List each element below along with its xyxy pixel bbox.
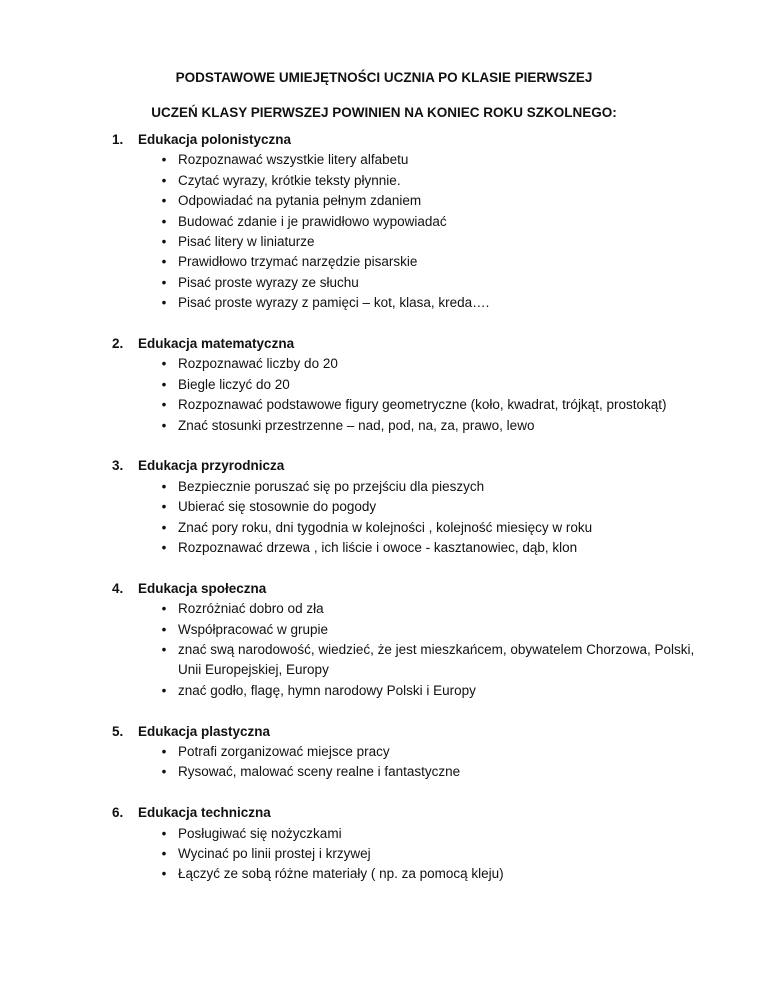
list-item-text: Współpracować w grupie bbox=[178, 621, 329, 637]
list-item bbox=[112, 395, 712, 415]
section-number: 6. bbox=[112, 805, 124, 821]
sections-list bbox=[112, 130, 712, 905]
section bbox=[112, 722, 712, 783]
bullet-icon: • bbox=[161, 356, 167, 372]
section-heading-label: Edukacja plastyczna bbox=[138, 723, 271, 739]
list-item-text: Potrafi zorganizować miejsce pracy bbox=[178, 744, 390, 760]
list-item-text: Pisać proste wyrazy z pamięci – kot, klasa, kreda…. bbox=[178, 295, 490, 311]
list-item-text: Rozpoznawać wszystkie litery alfabetu bbox=[178, 152, 409, 168]
bullet-icon: • bbox=[161, 234, 167, 250]
list-item bbox=[112, 599, 712, 619]
bullet-list bbox=[112, 742, 712, 783]
list-item bbox=[112, 844, 712, 864]
section-heading bbox=[112, 803, 712, 823]
list-item-text: Ubierać się stosownie do pogody bbox=[178, 499, 377, 515]
section-heading-label: Edukacja społeczna bbox=[138, 580, 267, 596]
list-item bbox=[112, 212, 712, 232]
bullet-list bbox=[112, 824, 712, 885]
bullet-icon: • bbox=[161, 764, 167, 780]
bullet-icon: • bbox=[161, 254, 167, 270]
list-item-text: Posługiwać się nożyczkami bbox=[178, 825, 342, 841]
list-item bbox=[112, 354, 712, 374]
bullet-icon: • bbox=[161, 172, 167, 188]
bullet-icon: • bbox=[161, 866, 167, 882]
bullet-list bbox=[112, 477, 712, 559]
section-heading bbox=[112, 334, 712, 354]
section-number: 5. bbox=[112, 723, 124, 739]
bullet-icon: • bbox=[161, 621, 167, 637]
bullet-icon: • bbox=[161, 601, 167, 617]
list-item-text: znać swą narodowość, wiedzieć, że jest mieszkańcem, obywatelem Chorzowa, Polski, Unii Europejskiej, Europy bbox=[178, 642, 695, 678]
bullet-icon: • bbox=[161, 417, 167, 433]
list-item bbox=[112, 477, 712, 497]
list-item bbox=[112, 762, 712, 782]
list-item-text: Odpowiadać na pytania pełnym zdaniem bbox=[178, 193, 422, 209]
list-item-text: Bezpiecznie poruszać się po przejściu dla pieszych bbox=[178, 478, 485, 494]
bullet-icon: • bbox=[161, 193, 167, 209]
bullet-icon: • bbox=[161, 295, 167, 311]
bullet-icon: • bbox=[161, 540, 167, 556]
list-item bbox=[112, 273, 712, 293]
bullet-icon: • bbox=[161, 274, 167, 290]
list-item-text: Czytać wyrazy, krótkie teksty płynnie. bbox=[178, 172, 401, 188]
document-subtitle: UCZEŃ KLASY PIERWSZEJ POWINIEN NA KONIEC ROKU SZKOLNEGO: bbox=[151, 105, 617, 120]
bullet-icon: • bbox=[161, 682, 167, 698]
list-item-text: Rozpoznawać liczby do 20 bbox=[178, 356, 338, 372]
list-item bbox=[112, 375, 712, 395]
list-item bbox=[112, 864, 712, 884]
list-item bbox=[112, 518, 712, 538]
list-item bbox=[112, 681, 712, 701]
bullet-icon: • bbox=[161, 213, 167, 229]
section bbox=[112, 579, 712, 701]
section-number: 2. bbox=[112, 336, 124, 352]
section-heading bbox=[112, 456, 712, 476]
document-title: PODSTAWOWE UMIEJĘTNOŚCI UCZNIA PO KLASIE PIERWSZEJ bbox=[175, 70, 593, 85]
list-item-text: Prawidłowo trzymać narzędzie pisarskie bbox=[178, 254, 418, 270]
list-item-text: Rozpoznawać podstawowe figury geometryczne (koło, kwadrat, trójkąt, prostokąt) bbox=[178, 397, 667, 413]
list-item-text: Rysować, malować sceny realne i fantastyczne bbox=[178, 764, 461, 780]
list-item bbox=[112, 538, 712, 558]
section-number: 1. bbox=[112, 132, 124, 147]
list-item-text: Biegle liczyć do 20 bbox=[178, 376, 290, 392]
section-heading bbox=[112, 722, 712, 742]
list-item bbox=[112, 293, 712, 313]
list-item bbox=[112, 824, 712, 844]
bullet-icon: • bbox=[161, 478, 167, 494]
list-item bbox=[112, 252, 712, 272]
list-item bbox=[112, 171, 712, 191]
list-item bbox=[112, 640, 712, 681]
bullet-icon: • bbox=[161, 499, 167, 515]
list-item-text: Pisać proste wyrazy ze słuchu bbox=[178, 274, 359, 290]
bullet-icon: • bbox=[161, 744, 167, 760]
bullet-list bbox=[112, 599, 712, 701]
list-item bbox=[112, 232, 712, 252]
list-item bbox=[112, 150, 712, 170]
bullet-icon: • bbox=[161, 519, 167, 535]
list-item-text: Wycinać po linii prostej i krzywej bbox=[178, 846, 371, 862]
list-item bbox=[112, 497, 712, 517]
list-item-text: Znać stosunki przestrzenne – nad, pod, na, za, prawo, lewo bbox=[178, 417, 535, 433]
bullet-icon: • bbox=[161, 642, 167, 658]
bullet-icon: • bbox=[161, 376, 167, 392]
list-item-text: Pisać litery w liniaturze bbox=[178, 234, 315, 250]
bullet-list bbox=[112, 150, 712, 313]
bullet-icon: • bbox=[161, 152, 167, 168]
section bbox=[112, 130, 712, 314]
section-heading-label: Edukacja przyrodnicza bbox=[138, 458, 285, 474]
list-item bbox=[112, 416, 712, 436]
list-item-text: Łączyć ze sobą różne materiały ( np. za pomocą kleju) bbox=[178, 866, 504, 882]
section-heading-label: Edukacja polonistyczna bbox=[138, 132, 292, 147]
list-item-text: Budować zdanie i je prawidłowo wypowiadać bbox=[178, 213, 447, 229]
section-heading bbox=[112, 130, 712, 150]
list-item-text: Rozróżniać dobro od zła bbox=[178, 601, 324, 617]
list-item-text: Rozpoznawać drzewa , ich liście i owoce - kasztanowiec, dąb, klon bbox=[178, 540, 578, 556]
section-heading-label: Edukacja techniczna bbox=[138, 805, 271, 821]
section-heading bbox=[112, 579, 712, 599]
list-item bbox=[112, 191, 712, 211]
list-item-text: znać godło, flagę, hymn narodowy Polski i Europy bbox=[178, 682, 476, 698]
bullet-icon: • bbox=[161, 825, 167, 841]
list-item-text: Znać pory roku, dni tygodnia w kolejności , kolejność miesięcy w roku bbox=[178, 519, 593, 535]
list-item bbox=[112, 742, 712, 762]
section bbox=[112, 334, 712, 436]
section bbox=[112, 456, 712, 558]
bullet-list bbox=[112, 354, 712, 436]
section-number: 3. bbox=[112, 458, 124, 474]
section-heading-label: Edukacja matematyczna bbox=[138, 336, 295, 352]
section-number: 4. bbox=[112, 580, 124, 596]
section bbox=[112, 803, 712, 885]
list-item bbox=[112, 620, 712, 640]
bullet-icon: • bbox=[161, 846, 167, 862]
bullet-icon: • bbox=[161, 397, 167, 413]
